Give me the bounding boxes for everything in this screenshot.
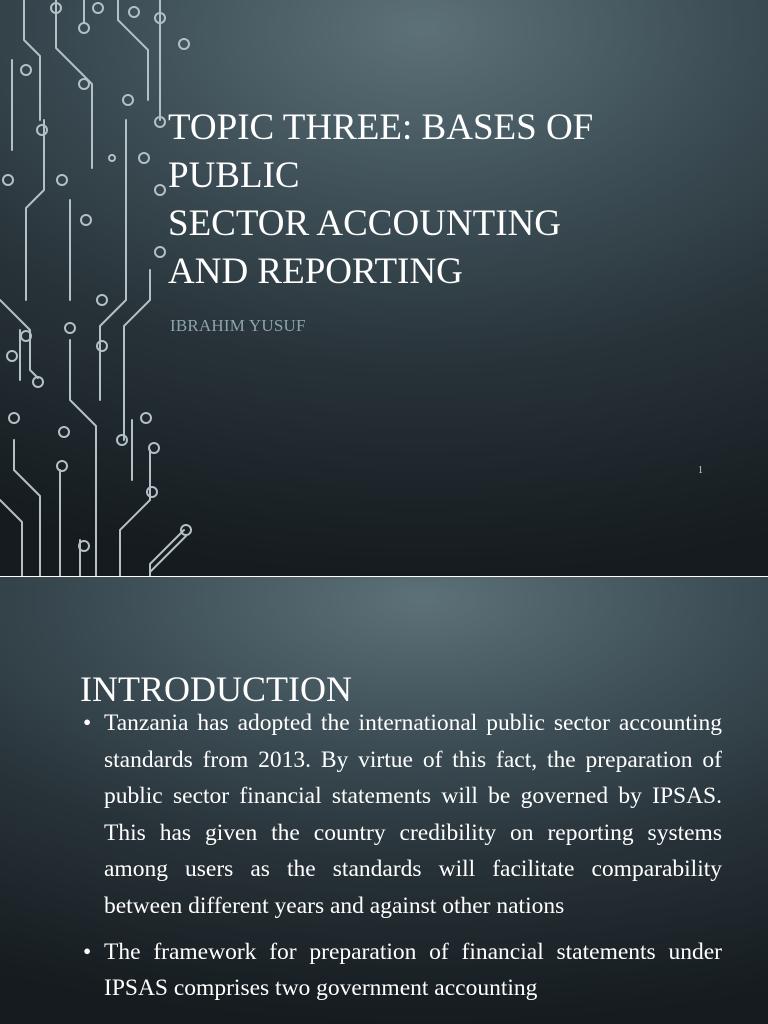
bullet-text: Tanzania has adopted the international public sector accounting standards from 2013. By virtue of this fact, the preparation of public sector financial statements will be governed by IPSAS. This has given the country credibility on reporting systems among users as the standards will facilitate comparability between different years and against other nations: [104, 710, 722, 919]
bullet-icon: •: [83, 938, 92, 965]
slide-title: [168, 104, 748, 296]
bullet-text: The framework for preparation of financial statements under IPSAS comprises two government accounting: [104, 938, 722, 1002]
section-heading: INTRODUCTION: [80, 669, 352, 709]
slide-title-line: AND REPORTING: [168, 251, 463, 292]
slide-number: 1: [698, 465, 703, 476]
author-name: IBRAHIM YUSUF: [170, 316, 306, 335]
slide-title-line: SECTOR ACCOUNTING: [168, 203, 561, 244]
slide-title-line: TOPIC THREE: BASES OF: [168, 107, 594, 148]
bullet-item: [80, 705, 722, 925]
bullet-list: [80, 705, 722, 1007]
bullet-icon: •: [83, 710, 92, 736]
introduction-slide: [0, 577, 768, 1024]
bullet-item: [80, 934, 722, 1007]
slide-title-line: PUBLIC: [168, 155, 300, 196]
